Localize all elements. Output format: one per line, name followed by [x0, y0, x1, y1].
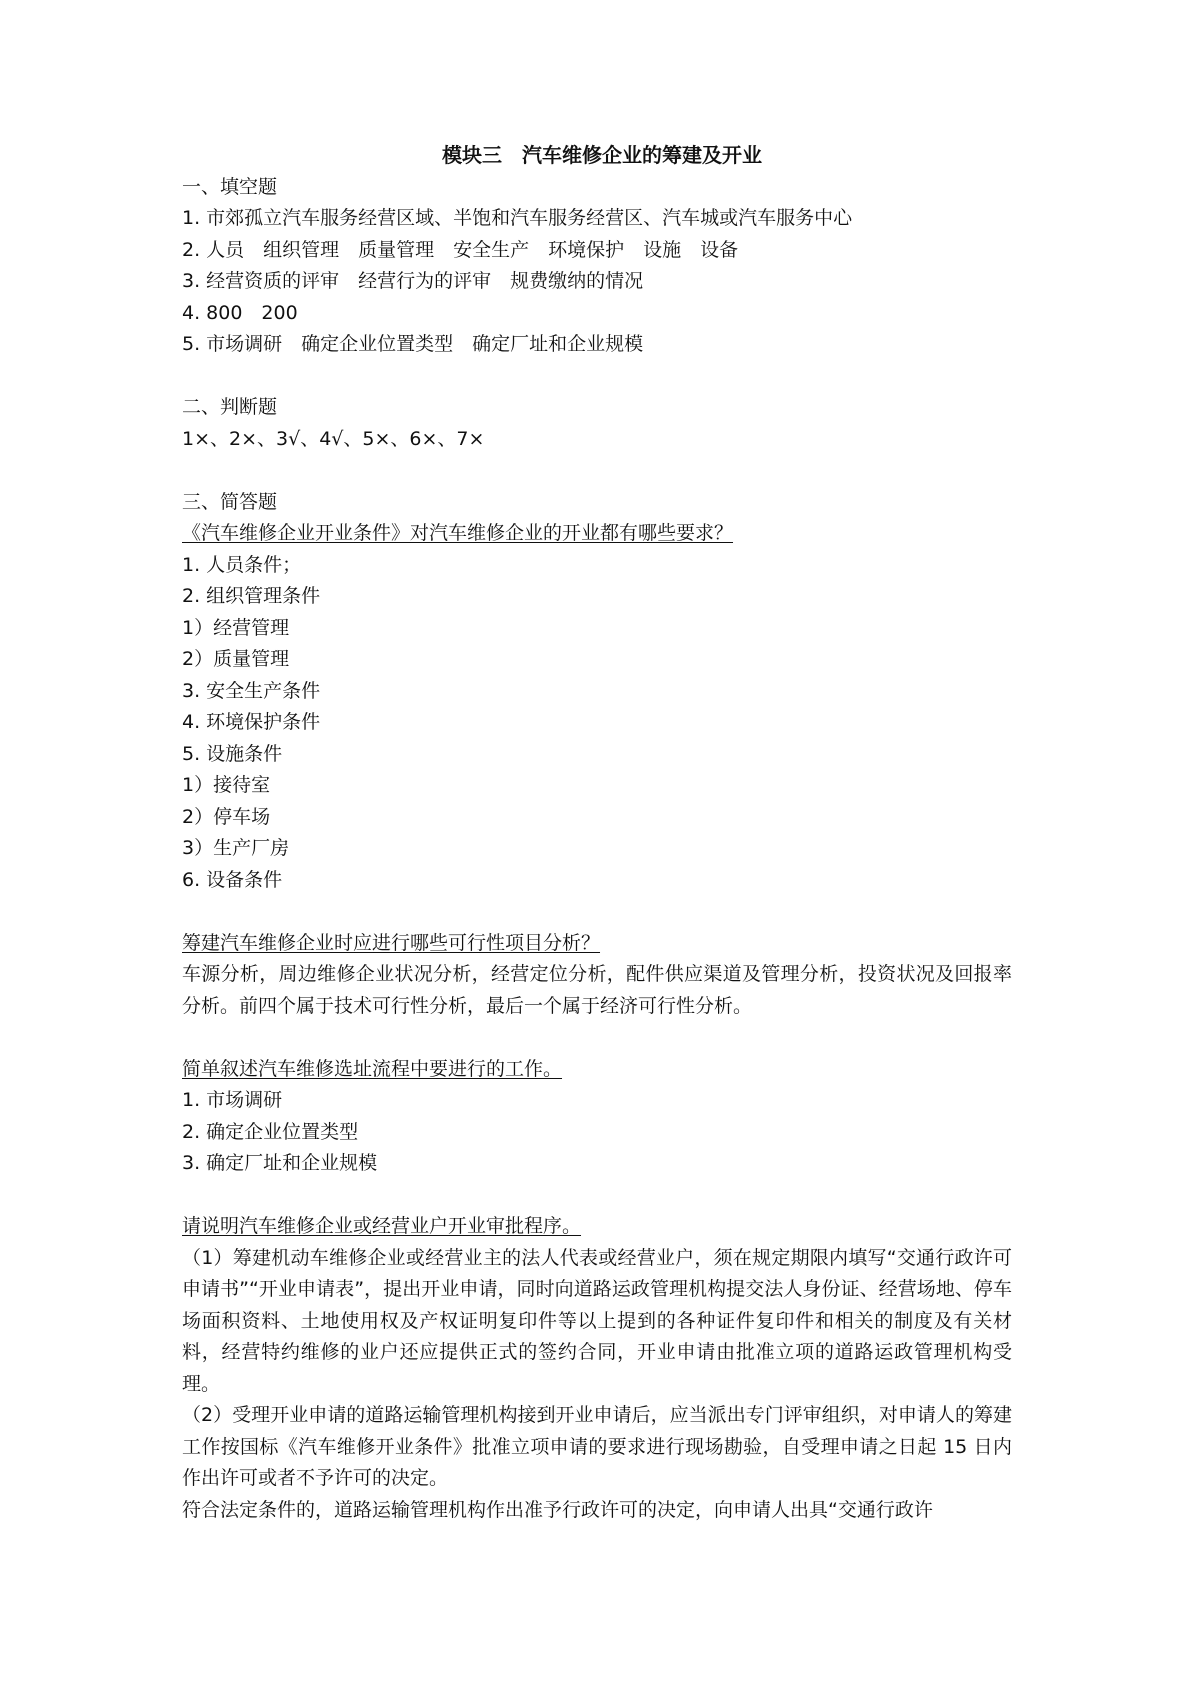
- q1-item: 2）质量管理: [182, 648, 290, 670]
- q1-item: 2. 组织管理条件: [182, 585, 321, 607]
- q1-item: 6. 设备条件: [182, 868, 283, 891]
- q3-item: 1. 市场调研: [182, 1089, 283, 1111]
- fill-blank-answer-4: 4. 800 200: [182, 301, 298, 324]
- q1-item: 2）停车场: [182, 805, 271, 828]
- q1-item: 3. 安全生产条件: [182, 679, 321, 702]
- question-2: 筹建汽车维修企业时应进行哪些可行性项目分析？: [182, 931, 601, 954]
- fill-blank-answer-3: 3. 经营资质的评审 经营行为的评审 规费缴纳的情况: [182, 270, 644, 292]
- section-heading-short-answer: 三、简答题: [182, 490, 278, 513]
- question-3: 简单叙述汽车维修选址流程中要进行的工作。: [182, 1057, 563, 1080]
- page-title: 模块三 汽车维修企业的筹建及开业: [442, 143, 762, 167]
- spacer: [182, 1180, 1022, 1212]
- q1-item: 3）生产厂房: [182, 837, 290, 859]
- q1-item: 4. 环境保护条件: [182, 711, 321, 733]
- q1-item: 5. 设施条件: [182, 742, 283, 765]
- fill-blank-answer-1: 1. 市郊孤立汽车服务经营区域、半饱和汽车服务经营区、汽车城或汽车服务中心: [182, 207, 853, 229]
- q1-item: 1）接待室: [182, 774, 271, 796]
- spacer: [182, 455, 1022, 487]
- spacer: [182, 896, 1022, 928]
- spacer: [182, 361, 1022, 393]
- spacer: [182, 1022, 1022, 1054]
- q2-answer: 车源分析，周边维修企业状况分析，经营定位分析，配件供应渠道及管理分析，投资状况及回报率分析。前四个属于技术可行性分析，最后一个属于经济可行性分析。: [182, 963, 1012, 1017]
- q4-paragraph-1: （1）筹建机动车维修企业或经营业主的法人代表或经营业户，须在规定期限内填写“交通行政许可申请书”“开业申请表”，提出开业申请，同时向道路运政管理机构提交法人身份证、经营场地、停车场面积资料、土地使用权及产权证明复印件等以上提到的各种证件复印件和相关的制度及有关材料，经营特约维修的业户还应提供正式的签约合同，开业申请由批准立项的道路运政管理机构受理。: [182, 1246, 1012, 1395]
- fill-blank-answer-2: 2. 人员 组织管理 质量管理 安全生产 环境保护 设施 设备: [182, 238, 739, 261]
- q4-paragraph-2: （2）受理开业申请的道路运输管理机构接到开业申请后，应当派出专门评审组织，对申请人的筹建工作按国标《汽车维修开业条件》批准立项申请的要求进行现场勘验，自受理申请之日起 15 日内作出许可或者不予许可的决定。: [182, 1404, 1012, 1489]
- fill-blank-answer-5: 5. 市场调研 确定企业位置类型 确定厂址和企业规模: [182, 333, 644, 355]
- section-heading-fill-blank: 一、填空题: [182, 175, 278, 198]
- q3-item: 3. 确定厂址和企业规模: [182, 1152, 378, 1174]
- true-false-answers: 1×、2×、3√、4√、5×、6×、7×: [182, 427, 485, 450]
- q4-paragraph-3: 符合法定条件的，道路运输管理机构作出准予行政许可的决定，向申请人出具“交通行政许: [182, 1498, 933, 1521]
- document-page: [182, 140, 1022, 1526]
- q1-item: 1. 人员条件；: [182, 553, 302, 576]
- question-4: 请说明汽车维修企业或经营业户开业审批程序。: [182, 1215, 582, 1237]
- section-heading-true-false: 二、判断题: [182, 396, 278, 418]
- q1-item: 1）经营管理: [182, 616, 290, 639]
- q3-item: 2. 确定企业位置类型: [182, 1120, 359, 1143]
- question-1: 《汽车维修企业开业条件》对汽车维修企业的开业都有哪些要求？: [182, 522, 734, 544]
